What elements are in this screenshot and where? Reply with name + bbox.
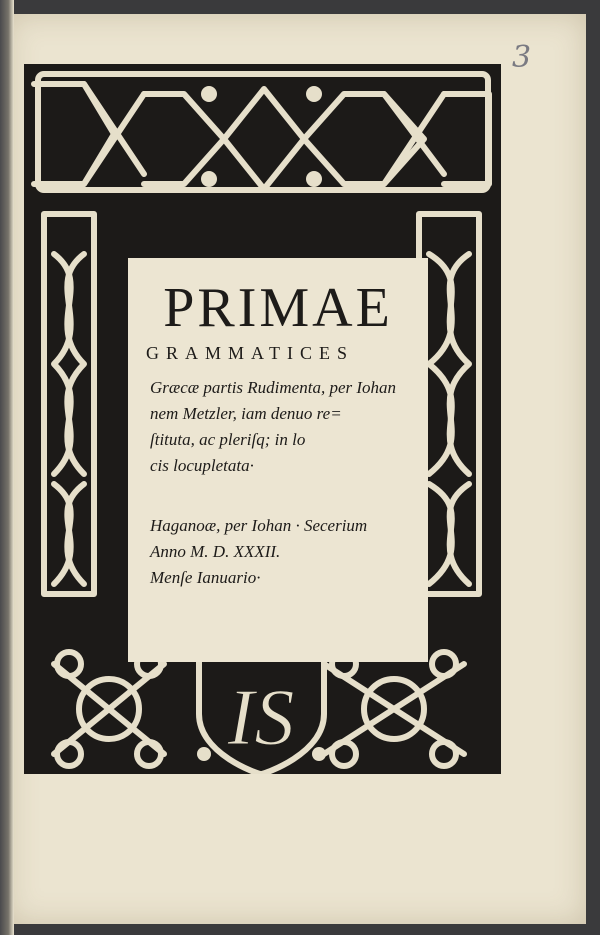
printer-device-monogram: IS xyxy=(227,674,295,762)
description-line: cis locupletata· xyxy=(150,456,254,475)
imprint-line: Anno M. D. XXXII. xyxy=(150,542,281,561)
folio-number: 3 xyxy=(512,40,532,75)
description-line: ſtituta, ac pleriſq; in lo xyxy=(150,430,306,449)
title-panel xyxy=(128,258,428,662)
book-subtitle: GRAMMATICES xyxy=(146,343,355,363)
book-title: PRIMAE xyxy=(163,277,393,339)
description-line: nem Metzler, iam denuo re= xyxy=(150,404,342,423)
book-spine xyxy=(0,0,14,935)
imprint-line: Menſe Ianuario· xyxy=(150,568,261,587)
woodcut-border xyxy=(24,64,501,774)
description-line: Græcæ partis Rudimenta, per Iohan xyxy=(150,378,397,397)
imprint-line: Haganoæ, per Iohan · Secerium xyxy=(150,516,368,535)
